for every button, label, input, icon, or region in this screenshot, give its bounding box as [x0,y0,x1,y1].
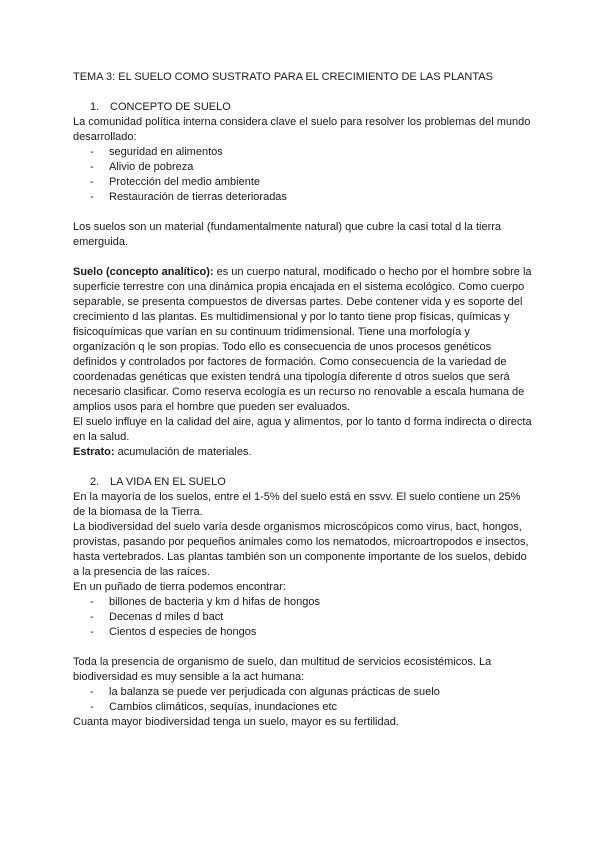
dash-marker: - [90,596,94,608]
list-item: - Restauración de tierras deterioradas [90,191,287,203]
dash-marker: - [90,701,94,713]
paragraph-intro: La comunidad política interna considera clave el suelo para resolver los problemas del mundo desarrollado: [73,116,531,143]
list-item: - la balanza se puede ver perjudicada con algunas prácticas de suelo [90,686,440,698]
dash-marker: - [90,626,94,638]
dash-marker: - [90,611,94,623]
list-item: - Protección del medio ambiente [90,176,261,188]
bullet-list-threats [73,685,533,715]
list-item: - billones de bacteria y km d hifas de hongos [90,596,320,608]
document-title: TEMA 3: EL SUELO COMO SUSTRATO PARA EL CRECIMIENTO DE LAS PLANTAS [73,71,493,83]
bold-term: Suelo (concepto analítico): [73,266,214,278]
list-item: - seguridad en alimentos [90,146,223,158]
section-number: 1. [90,101,100,113]
bullet-list-organisms [73,595,533,640]
list-item: - Cambios climáticos, sequías, inundaciones etc [90,701,338,713]
section-heading-concepto [73,100,533,115]
bullet-list-problems [73,145,533,205]
section-title: CONCEPTO DE SUELO [110,101,231,113]
list-item: - Alivio de pobreza [90,161,194,173]
bold-term: Estrato: [73,446,115,458]
paragraph-handful: En un puñado de tierra podemos encontrar: [73,581,286,593]
paragraph-biodiversity: La biodiversidad del suelo varía desde organismos microscópicos como virus, bact, hongos, provistas, pasando por pequeños animales como los nematodos, microartropodos e insectos, hasta vertebrados. Las plantas también son un componente importante de los suelos, debido a la presencia de las raíces. [73,521,529,578]
section-heading-vida [73,475,533,490]
paragraph-biomass: En la mayoría de los suelos, entre el 1-5% del suelo está en ssvv. El suelo contiene un 25% de la biomasa de la Tierra. [73,491,521,518]
section-title: LA VIDA EN EL SUELO [110,476,226,488]
paragraph-influence: El suelo influye en la calidad del aire, agua y alimentos, por lo tanto d forma indirecta o directa en la salud. [73,416,532,443]
dash-marker: - [90,191,94,203]
paragraph-definition: Los suelos son un material (fundamentalmente natural) que cubre la casi total d la tierra emerguida. [73,221,502,248]
paragraph-services: Toda la presencia de organismo de suelo, dan multitud de servicios ecosistémicos. La biodiversidad es muy sensible a la act humana: [73,656,492,683]
dash-marker: - [90,146,94,158]
document-content [73,70,533,730]
paragraph-analytic-concept: Suelo (concepto analítico): es un cuerpo natural, modificado o hecho por el hombre sobre la superficie terrestre con una dinámica propia encajada en el sistema ecológico. Como cuerpo separable, se presenta compuestos de diversas partes. Debe contener vida y es soporte del crecimiento d las plantas. Es multidimensional y por lo tanto tiene prop físicas, químicas y fisicoquímicas que varían en su continuum tridimensional. Tiene una morfología y organización q le son propias. Todo ello es consecuencia de unos procesos genéticos definidos y controlados por factores de formación. Como consecuencia de la variedad de coordenadas genéticas que existen tendrá una tipología diferente d otros suelos que será necesario clasificar. Como reserva ecología es un recurso no renovable a escala humana de amplios usos para el hombre que pueden ser evaluados. [73,266,532,413]
dash-marker: - [90,686,94,698]
dash-marker: - [90,176,94,188]
section-number: 2. [90,476,100,488]
list-item: - Decenas d miles d bact [90,611,224,623]
paragraph-fertility: Cuanta mayor biodiversidad tenga un suelo, mayor es su fertilidad. [73,716,399,728]
dash-marker: - [90,161,94,173]
list-item: - Cientos d especies de hongos [90,626,257,638]
paragraph-estrato: Estrato: acumulación de materiales. [73,446,252,458]
